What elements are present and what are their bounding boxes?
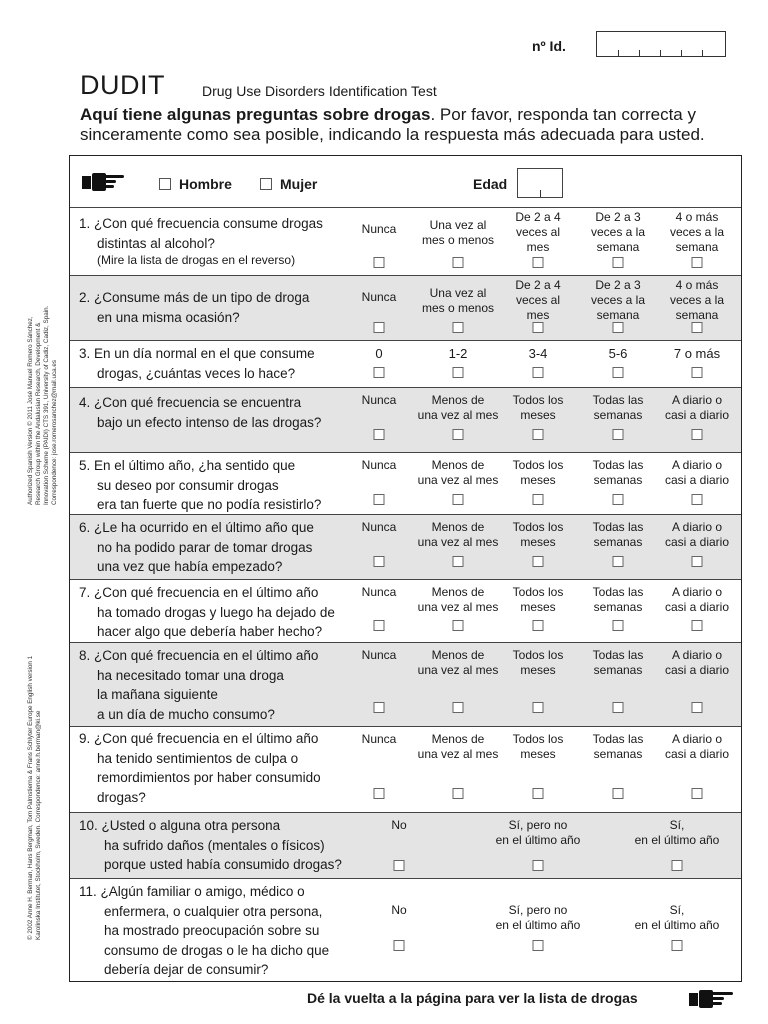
- question-number: 11.: [79, 884, 101, 899]
- answer-checkbox[interactable]: [533, 702, 544, 713]
- question-line: [79, 882, 329, 902]
- question-number: 9.: [79, 731, 95, 746]
- answer-checkbox[interactable]: [533, 940, 544, 951]
- question-text: [79, 344, 315, 383]
- question-line: ha tomado drogas y luego ha dejado de: [97, 604, 335, 620]
- answer-checkbox[interactable]: [672, 860, 683, 871]
- question-first-line: En el último año, ¿ha sentido que: [94, 458, 296, 473]
- answer-option-label: Sí, en el último año: [634, 818, 720, 847]
- answer-option-label: A diario o casi a diario: [664, 732, 730, 761]
- answer-checkbox[interactable]: [613, 257, 624, 268]
- id-label: nº Id.: [532, 38, 566, 54]
- answer-checkbox[interactable]: [692, 620, 703, 631]
- intro-rest: . Por favor, responda tan correcta y sinceramente como sea posible, indicando la respuesta más adecuada para usted.: [80, 105, 705, 144]
- question-line: a un día de mucho consumo?: [97, 706, 275, 722]
- question-first-line: ¿Con qué frecuencia se encuentra: [94, 395, 302, 410]
- question-line: [79, 583, 335, 603]
- answer-checkbox[interactable]: [692, 429, 703, 440]
- question-line: [79, 288, 309, 308]
- answer-option-label: Menos de una vez al mes: [417, 648, 499, 677]
- answer-option-label: Todos los meses: [512, 732, 564, 761]
- question-line: ha sufrido daños (mentales o físicos): [104, 837, 325, 853]
- answer-checkbox[interactable]: [374, 429, 385, 440]
- question-row: [70, 453, 741, 515]
- question-first-line: ¿Con qué frecuencia en el último año: [94, 731, 319, 746]
- answer-checkbox[interactable]: [374, 257, 385, 268]
- question-line: porque usted había consumido drogas?: [104, 857, 342, 872]
- question-row: [70, 813, 741, 879]
- answer-option-label: Menos de una vez al mes: [417, 520, 499, 549]
- answer-option-label: Todas las semanas: [592, 520, 644, 549]
- side-note-line: Research Group within the Andalusian Research, Development &: [35, 322, 42, 505]
- question-first-line: ¿Le ha ocurrido en el último año que: [94, 520, 314, 535]
- question-line: ha necesitado tomar una droga: [97, 667, 284, 683]
- answer-option-label: De 2 a 3 veces a la semana: [590, 278, 646, 322]
- answer-option-label: Sí, en el último año: [634, 903, 720, 932]
- question-row: [70, 643, 741, 727]
- answer-option-label: 4 o más veces a la semana: [669, 210, 725, 254]
- question-first-line: ¿Algún familiar o amigo, médico o: [100, 884, 305, 899]
- footer-instruction: Dé la vuelta a la página para ver la lista de drogas: [307, 990, 638, 1006]
- demographics-row: [70, 156, 741, 208]
- question-row: [70, 208, 741, 276]
- answer-checkbox[interactable]: [692, 257, 703, 268]
- answer-checkbox[interactable]: [692, 702, 703, 713]
- side-note-line: Correspondence: jose.romerosanchez@mail.uca.es: [51, 360, 58, 505]
- answer-option-label: Todos los meses: [512, 585, 564, 614]
- question-line: [79, 646, 318, 666]
- question-line: enfermera, o cualquier otra persona,: [104, 903, 323, 919]
- answer-option-label: Menos de una vez al mes: [417, 732, 499, 761]
- answer-option-label: Nunca: [361, 222, 397, 236]
- question-line: [79, 729, 321, 749]
- answer-option-label: Todos los meses: [512, 520, 564, 549]
- answer-option-label: Nunca: [361, 732, 397, 746]
- answer-checkbox[interactable]: [692, 494, 703, 505]
- answer-option-label: Sí, pero no en el último año: [495, 903, 581, 932]
- question-text: [79, 518, 314, 577]
- answer-checkbox[interactable]: [613, 556, 624, 567]
- question-number: 2.: [79, 290, 95, 305]
- question-line: remordimientos por haber consumido: [97, 770, 321, 785]
- question-first-line: ¿Con qué frecuencia en el último año: [94, 648, 319, 663]
- question-number: 5.: [79, 458, 95, 473]
- male-checkbox[interactable]: [159, 178, 171, 190]
- pointing-hand-icon: [82, 172, 126, 192]
- side-note-line: Authorized Spanish Version © 2011 José Manuel Romero Sánchez,: [27, 316, 34, 505]
- answer-checkbox[interactable]: [692, 367, 703, 378]
- answer-checkbox[interactable]: [613, 702, 624, 713]
- question-line: [79, 393, 321, 413]
- answer-checkbox[interactable]: [453, 322, 464, 333]
- answer-option-label: Menos de una vez al mes: [417, 393, 499, 422]
- answer-checkbox[interactable]: [692, 556, 703, 567]
- question-line: hacer algo que debería haber hecho?: [97, 624, 323, 639]
- question-number: 3.: [79, 346, 95, 361]
- answer-option-label: Todas las semanas: [592, 732, 644, 761]
- side-note-line: © 2002 Anne H. Berman, Hans Bergman, Tom Palmstierna & Frans Schlyter Europe English version 1: [27, 655, 34, 940]
- answer-checkbox[interactable]: [374, 322, 385, 333]
- answer-option-label: A diario o casi a diario: [664, 585, 730, 614]
- answer-option-label: Todas las semanas: [592, 458, 644, 487]
- questionnaire-form: [69, 155, 742, 982]
- answer-checkbox[interactable]: [374, 556, 385, 567]
- answer-checkbox[interactable]: [374, 367, 385, 378]
- answer-option-label: Todos los meses: [512, 393, 564, 422]
- question-number: 8.: [79, 648, 95, 663]
- question-line: ha mostrado preocupación sobre su: [104, 923, 320, 938]
- answer-option-label: De 2 a 3 veces a la semana: [590, 210, 646, 254]
- question-line: drogas, ¿cuántas veces lo hace?: [97, 365, 296, 381]
- answer-option-label: Nunca: [361, 458, 397, 472]
- question-row: [70, 879, 741, 983]
- answer-option-label: Nunca: [361, 648, 397, 662]
- answer-option-label: Menos de una vez al mes: [417, 458, 499, 487]
- answer-option-label: Todos los meses: [512, 648, 564, 677]
- answer-option-label: 7 o más: [673, 346, 721, 361]
- answer-option-label: 1-2: [448, 346, 468, 361]
- question-number: 10.: [79, 818, 102, 833]
- question-text: [79, 456, 321, 515]
- question-note: (Mire la lista de drogas en el reverso): [97, 253, 296, 267]
- side-note-line: Innovation Scheme (PAIDI) CTS 391, University of Cadiz, Cadiz, Spain.: [43, 305, 50, 505]
- id-number-field[interactable]: [596, 31, 726, 57]
- question-number: 7.: [79, 585, 95, 600]
- answer-checkbox[interactable]: [453, 257, 464, 268]
- female-checkbox[interactable]: [260, 178, 272, 190]
- question-text: [79, 583, 335, 642]
- answer-option-label: 5-6: [608, 346, 628, 361]
- answer-option-label: Todas las semanas: [592, 393, 644, 422]
- male-label: Hombre: [179, 176, 232, 192]
- answer-checkbox[interactable]: [453, 367, 464, 378]
- answer-option-label: Nunca: [361, 585, 397, 599]
- answer-checkbox[interactable]: [613, 367, 624, 378]
- form-title: DUDIT: [80, 70, 165, 100]
- answer-checkbox[interactable]: [692, 788, 703, 799]
- question-number: 4.: [79, 395, 95, 410]
- question-row: [70, 276, 741, 341]
- question-line: [79, 816, 342, 836]
- answer-checkbox[interactable]: [453, 702, 464, 713]
- question-line: en una misma ocasión?: [97, 309, 240, 325]
- side-note-spanish-version: [27, 306, 59, 505]
- answer-checkbox[interactable]: [453, 620, 464, 631]
- answer-checkbox[interactable]: [613, 620, 624, 631]
- answer-checkbox[interactable]: [533, 620, 544, 631]
- answer-checkbox[interactable]: [613, 429, 624, 440]
- form-subtitle: Drug Use Disorders Identification Test: [202, 83, 437, 99]
- question-first-line: ¿Con qué frecuencia consume drogas: [94, 216, 323, 231]
- answer-option-label: Todos los meses: [512, 458, 564, 487]
- answer-option-label: De 2 a 4 veces al mes: [515, 210, 561, 254]
- answer-checkbox[interactable]: [692, 322, 703, 333]
- question-number: 6.: [79, 520, 95, 535]
- question-text: [79, 214, 323, 268]
- question-line: [79, 214, 323, 234]
- answer-checkbox[interactable]: [672, 940, 683, 951]
- answer-option-label: A diario o casi a diario: [664, 458, 730, 487]
- question-line: su deseo por consumir drogas: [97, 477, 279, 493]
- question-text: [79, 729, 321, 807]
- answer-checkbox[interactable]: [374, 494, 385, 505]
- intro-text: [80, 105, 760, 145]
- answer-checkbox[interactable]: [533, 556, 544, 567]
- question-line: ha tenido sentimientos de culpa o: [97, 750, 299, 766]
- question-row: [70, 580, 741, 643]
- question-row: [70, 727, 741, 813]
- answer-checkbox[interactable]: [453, 556, 464, 567]
- answer-option-label: 3-4: [528, 346, 548, 361]
- age-field[interactable]: [517, 168, 563, 198]
- answer-option-label: Nunca: [361, 520, 397, 534]
- question-first-line: ¿Usted o alguna otra persona: [101, 818, 281, 833]
- answer-option-label: Nunca: [361, 290, 397, 304]
- age-label: Edad: [473, 176, 508, 192]
- question-line: no ha podido parar de tomar drogas: [97, 539, 313, 555]
- question-line: [79, 456, 321, 476]
- question-line: consumo de drogas o le ha dicho que: [104, 942, 330, 958]
- question-first-line: ¿Con qué frecuencia en el último año: [94, 585, 319, 600]
- answer-option-label: Una vez al mes o menos: [421, 286, 495, 315]
- question-text: [79, 393, 321, 432]
- answer-checkbox[interactable]: [613, 788, 624, 799]
- answer-option-label: No: [391, 903, 407, 917]
- answer-checkbox[interactable]: [533, 322, 544, 333]
- question-text: [79, 646, 318, 724]
- answer-option-label: Sí, pero no en el último año: [495, 818, 581, 847]
- answer-checkbox[interactable]: [453, 494, 464, 505]
- question-text: [79, 816, 342, 875]
- female-label: Mujer: [280, 176, 318, 192]
- answer-option-label: No: [391, 818, 407, 832]
- answer-checkbox[interactable]: [374, 620, 385, 631]
- question-line: drogas?: [97, 789, 146, 805]
- answer-option-label: A diario o casi a diario: [664, 648, 730, 677]
- question-line: [79, 518, 314, 538]
- answer-option-label: A diario o casi a diario: [664, 393, 730, 422]
- question-line: debería dejar de consumir?: [104, 962, 269, 977]
- answer-checkbox[interactable]: [394, 860, 405, 871]
- question-line: era tan fuerte que no podía resistirlo?: [97, 497, 322, 512]
- answer-checkbox[interactable]: [453, 429, 464, 440]
- answer-checkbox[interactable]: [533, 494, 544, 505]
- answer-option-label: 0: [375, 346, 383, 361]
- pointing-hand-icon: [689, 989, 735, 1009]
- intro-bold: Aquí tiene algunas preguntas sobre drogas: [80, 105, 431, 124]
- answer-checkbox[interactable]: [374, 788, 385, 799]
- answer-option-label: Nunca: [361, 393, 397, 407]
- question-text: [79, 882, 329, 980]
- question-row: [70, 341, 741, 388]
- answer-checkbox[interactable]: [374, 702, 385, 713]
- question-first-line: En un día normal en el que consume: [94, 346, 315, 361]
- answer-option-label: 4 o más veces a la semana: [669, 278, 725, 322]
- question-line: una vez que había empezado?: [97, 559, 283, 574]
- question-line: la mañana siguiente: [97, 687, 218, 702]
- question-line: [79, 344, 315, 364]
- side-note-copyright: [27, 656, 43, 940]
- answer-checkbox[interactable]: [533, 429, 544, 440]
- answer-option-label: A diario o casi a diario: [664, 520, 730, 549]
- question-row: [70, 388, 741, 453]
- answer-checkbox[interactable]: [613, 494, 624, 505]
- answer-option-label: Todas las semanas: [592, 648, 644, 677]
- answer-checkbox[interactable]: [533, 367, 544, 378]
- question-first-line: ¿Consume más de un tipo de droga: [94, 290, 310, 305]
- answer-checkbox[interactable]: [533, 788, 544, 799]
- answer-option-label: Menos de una vez al mes: [417, 585, 499, 614]
- side-note-line: Karolinska Institutet, Stockholm, Sweden. Correspondence: anne.h.berman@ki.se: [35, 710, 42, 940]
- answer-option-label: Una vez al mes o menos: [421, 218, 495, 247]
- answer-option-label: Todas las semanas: [592, 585, 644, 614]
- answer-checkbox[interactable]: [394, 940, 405, 951]
- answer-checkbox[interactable]: [533, 257, 544, 268]
- question-row: [70, 515, 741, 580]
- question-line: distintas al alcohol?: [97, 235, 215, 251]
- answer-checkbox[interactable]: [613, 322, 624, 333]
- question-line: bajo un efecto intenso de las drogas?: [97, 414, 322, 430]
- answer-checkbox[interactable]: [533, 860, 544, 871]
- question-text: [79, 288, 309, 327]
- answer-option-label: De 2 a 4 veces al mes: [515, 278, 561, 322]
- question-number: 1.: [79, 216, 95, 231]
- answer-checkbox[interactable]: [453, 788, 464, 799]
